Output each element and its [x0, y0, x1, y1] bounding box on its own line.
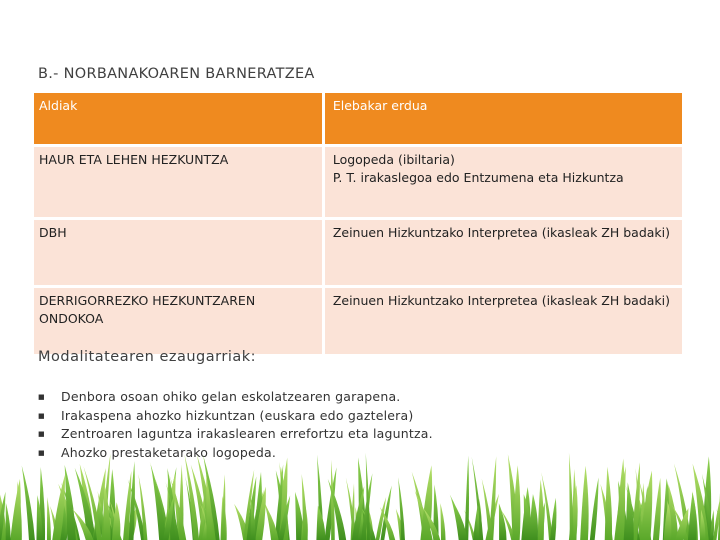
grass-blade [47, 497, 51, 540]
grass-decoration [0, 450, 720, 540]
table-row [34, 285, 682, 354]
feature-text: Ahozko prestaketarako logopeda. [61, 444, 277, 460]
support-table [34, 93, 682, 354]
grass-blade [440, 503, 445, 540]
feature-text: Zentroaren laguntza irakaslearen errefortzu eta laguntza. [61, 426, 433, 441]
grass-blade [569, 453, 574, 540]
grass-blade [22, 466, 35, 540]
column-header-stage: Aldiak [34, 93, 322, 144]
resource-cell: Zeinuen Hizkuntzako Interpretea (ikasleak ZH badaki) [322, 285, 682, 354]
table-row [34, 217, 682, 285]
feature-text: Denbora osoan ohiko gelan eskolatzearen garapena. [61, 389, 401, 404]
stage-cell: DBH [34, 217, 322, 285]
grass-blade [465, 456, 469, 540]
grass-blade [580, 466, 588, 540]
square-bullet-icon: ■ [38, 411, 45, 420]
grass-blade [499, 503, 507, 540]
grass-blade [6, 502, 11, 540]
list-item [38, 388, 558, 407]
grass-blade [151, 465, 167, 540]
list-item [38, 407, 558, 426]
column-header-resource: Elebakar erdua [322, 93, 682, 144]
resource-cell: Logopeda (ibiltaria) P. T. irakaslegoa edo Entzumena eta Hizkuntza [322, 144, 682, 217]
grass-blade [221, 474, 225, 540]
square-bullet-icon: ■ [38, 393, 45, 401]
stage-cell: DERRIGORREZKO HEZKUNTZAREN ONDOKOA [34, 285, 322, 354]
grass-blade [605, 467, 612, 540]
grass-blade [653, 478, 661, 540]
grass-blade [420, 465, 432, 540]
features-title: Modalitatearen ezaugarriak: [38, 349, 257, 365]
square-bullet-icon: ■ [38, 448, 45, 457]
table-header-row [34, 93, 682, 144]
square-bullet-icon: ■ [38, 430, 45, 438]
stage-cell: HAUR ETA LEHEN HEZKUNTZA [34, 144, 322, 217]
section-title: B.- NORBANAKOAREN BARNERATZEA [38, 66, 315, 82]
grass-blade [688, 492, 697, 540]
grass-blade [264, 501, 276, 540]
grass-blade [590, 477, 599, 540]
grass-blade [626, 482, 634, 540]
resource-cell: Zeinuen Hizkuntzako Interpretea (ikasleak ZH badaki) [322, 217, 682, 285]
grass-blade [451, 499, 467, 540]
table-row [34, 144, 682, 217]
grass-blade [616, 458, 625, 540]
grass-blade [538, 479, 544, 540]
list-item [38, 425, 558, 444]
grass-blade [550, 498, 556, 540]
feature-text: Irakaspena ahozko hizkuntzan (euskara edo gaztelera) [61, 407, 414, 423]
